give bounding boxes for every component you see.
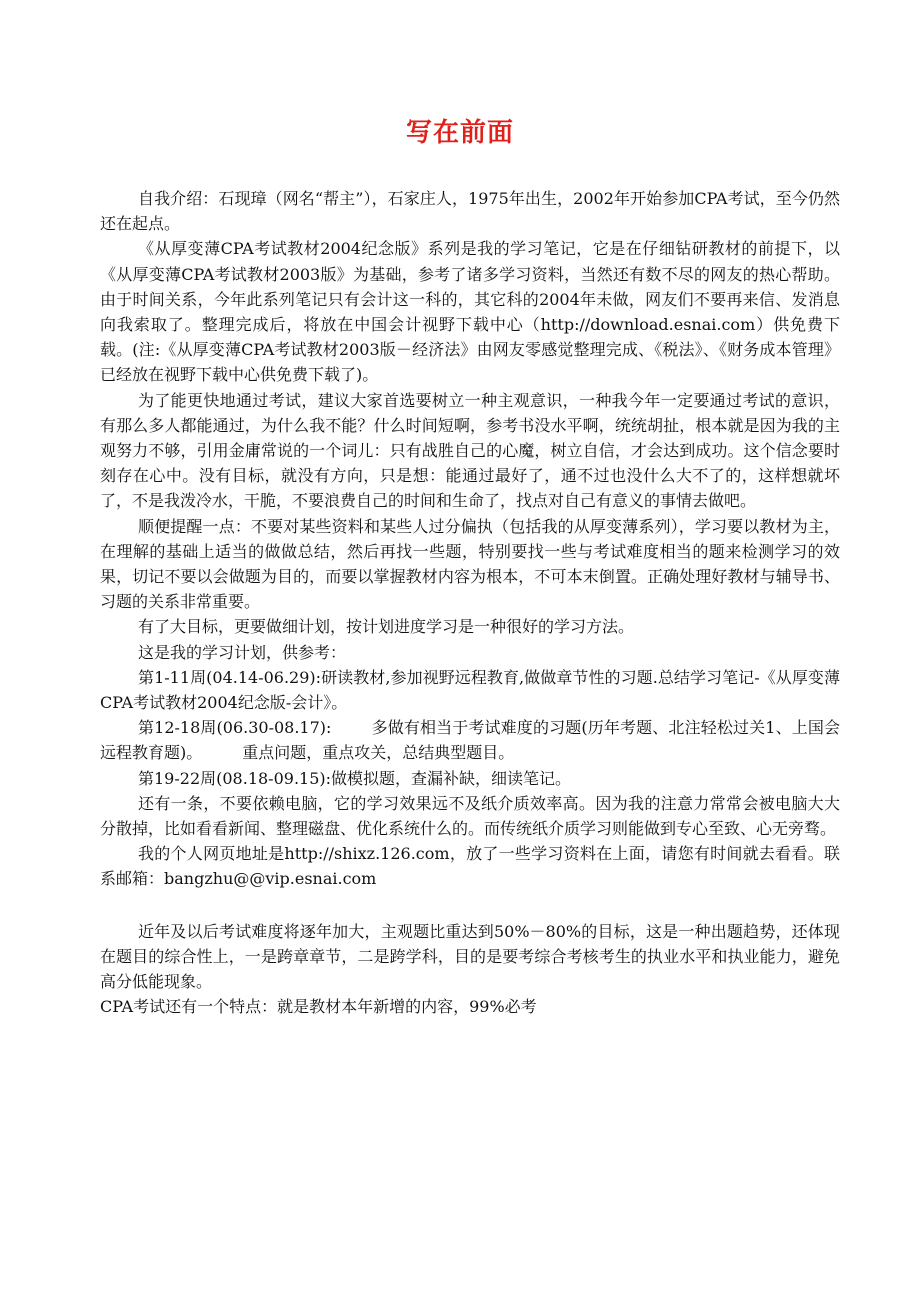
paragraph-contact: 我的个人网页地址是http://shixz.126.com，放了一些学习资料在上面，请您有时间就去看看。联系邮箱：bangzhu@@vip.esnai.com xyxy=(100,844,840,889)
paragraph-plan-week-12-18 xyxy=(100,715,840,765)
paragraph-mindset: 为了能更快地通过考试，建议大家首选要树立一种主观意识，一种我今年一定要通过考试的意识，有那么多人都能通过，为什么我不能？什么时间短啊，参考书没水平啊，统统胡扯，根本就是因为我的主观努力不够，引用金庸常说的一个词儿：只有战胜自己的心魔，树立自信，才会达到成功。这个信念要时刻存在心中。没有目标，就没有方向，只是想：能通过最好了，通不过也没什么大不了的，这样想就坏了，不是我泼冷水，干脆，不要浪费自己的时间和生命了，找点对自己有意义的事情去做吧。 xyxy=(100,390,840,511)
document-body xyxy=(100,186,840,1020)
paragraph-exam-trend: 近年及以后考试难度将逐年加大，主观题比重达到50%－80%的目标，这是一种出题趋势，还体现在题目的综合性上，一是跨章章节，二是跨学科，目的是要考综合考核考生的执业水平和执业能力，避免高分低能现象。 xyxy=(100,921,840,992)
paragraph-new-content: CPA考试还有一个特点：就是教材本年新增的内容，99%必考 xyxy=(100,997,537,1017)
page-title: 写在前面 xyxy=(405,118,514,148)
plan-week-12-18-tasks: 多做有相当于考试难度的习题(历年考题、北注轻松过关1、上国会远程教育题)。 xyxy=(100,718,840,763)
paragraph-plan-week-19-22: 第19-22周(08.18-09.15):做模拟题，查漏补缺，细读笔记。 xyxy=(138,768,572,788)
paragraph-plan-intro: 这是我的学习计划，供参考： xyxy=(138,642,347,662)
paragraph-reminder: 顺便提醒一点：不要对某些资料和某些人过分偏执（包括我的从厚变薄系列），学习要以教材为主，在理解的基础上适当的做做总结，然后再找一些题，特别要找一些与考试难度相当的题来检测学习的效果，切记不要以会做题为目的，而要以掌握教材内容为根本，不可本末倒置。正确处理好教材与辅导书、习题的关系非常重要。 xyxy=(100,516,840,612)
plan-week-12-18-label: 第12-18周(06.30-08.17): xyxy=(138,718,332,738)
paragraph-goal-plan: 有了大目标，更要做细计划，按计划进度学习是一种很好的学习方法。 xyxy=(138,617,635,637)
paragraph-paper-vs-computer: 还有一条，不要依赖电脑，它的学习效果远不及纸介质效率高。因为我的注意力常常会被电脑大大分散掉，比如看看新闻、整理磁盘、优化系统什么的。而传统纸介质学习则能做到专心至致、心无旁骛。 xyxy=(100,793,840,839)
paragraph-plan-week-1-11: 第1-11周(04.14-06.29):研读教材,参加视野远程教育,做做章节性的习题.总结学习笔记-《从厚变薄CPA考试教材2004纪念版-会计》。 xyxy=(100,667,840,713)
paragraph-self-intro: 自我介绍：石现璋（网名“帮主”），石家庄人，1975年出生，2002年开始参加CPA考试，至今仍然还在起点。 xyxy=(100,189,840,234)
plan-week-12-18-focus: 重点问题，重点攻关，总结典型题目。 xyxy=(242,743,515,763)
paragraph-series-notes: 《从厚变薄CPA考试教材2004纪念版》系列是我的学习笔记，它是在仔细钻研教材的前提下，以《从厚变薄CPA考试教材2003版》为基础，参考了诸多学习资料，当然还有数不尽的网友的热心帮助。由于时间关系，今年此系列笔记只有会计这一科的，其它科的2004年未做，网友们不要再来信、发消息向我索取了。整理完成后，将放在中国会计视野下载中心（http://download.esnai.com）供免费下载。(注:《从厚变薄CPA考试教材2003版－经济法》由网友零感觉整理完成、《税法》、《财务成本管理》已经放在视野下载中心供免费下载了)。 xyxy=(100,239,840,385)
